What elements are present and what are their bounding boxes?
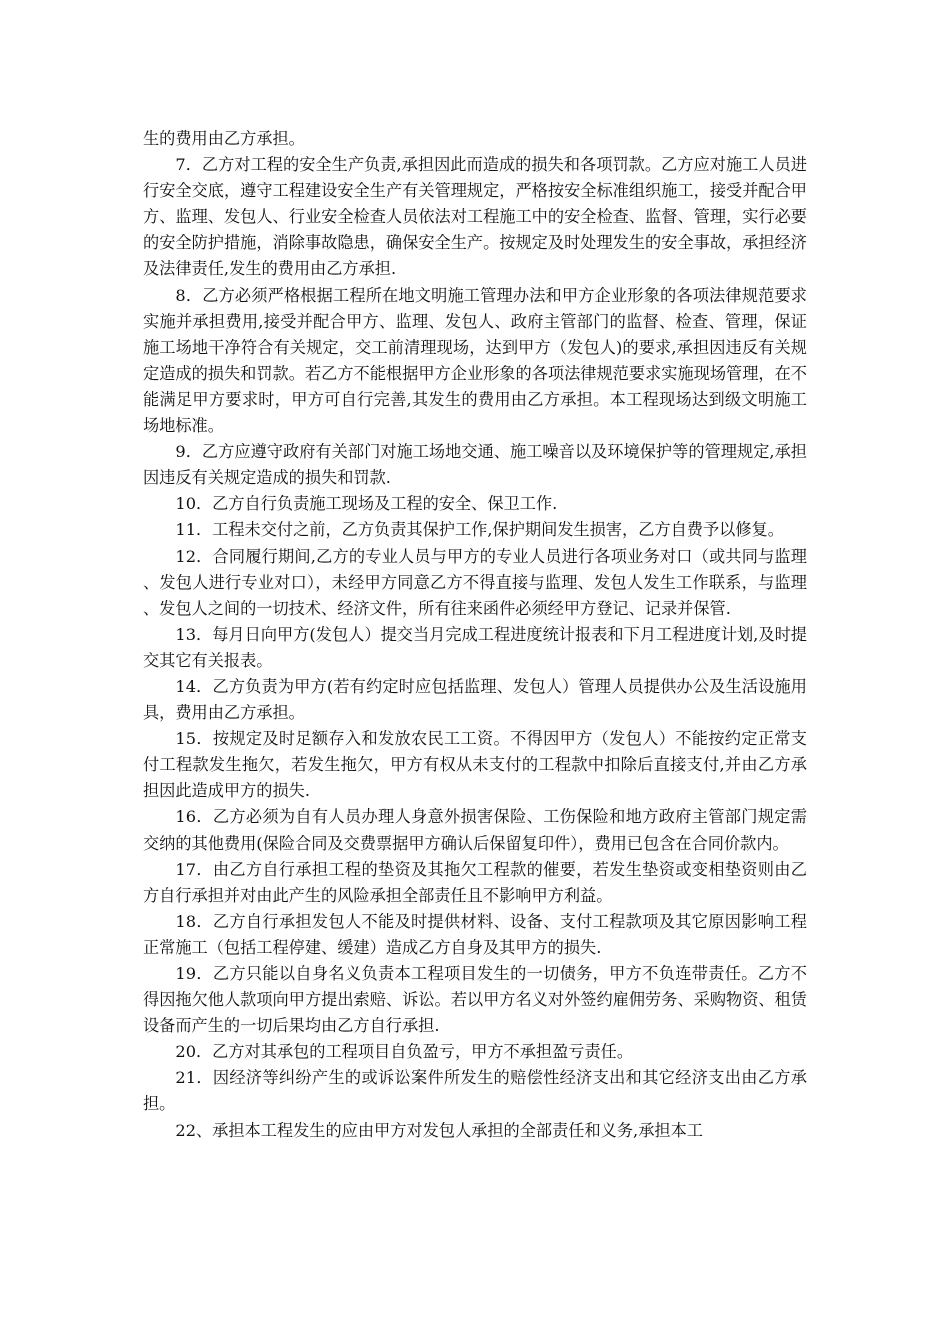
clause-18: 18．乙方自行承担发包人不能及时提供材料、设备、支付工程款项及其它原因影响工程正常施工（包括工程停建、缓建）造成乙方自身及其甲方的损失.	[143, 911, 807, 957]
clause-20: 20．乙方对其承包的工程项目自负盈亏，甲方不承担盈亏责任。	[175, 1042, 634, 1062]
clause-17: 17．由乙方自行承担工程的垫资及其拖欠工程款的催要，若发生垫资或变相垫资则由乙方自行承担并对由此产生的风险承担全部责任且不影响甲方利益。	[143, 859, 807, 905]
clause-21: 21．因经济等纠纷产生的或诉讼案件所发生的赔偿性经济支出和其它经济支出由乙方承担。	[143, 1068, 807, 1114]
paragraph-continuation: 生的费用由乙方承担。	[143, 129, 305, 148]
clause-9: 9．乙方应遵守政府有关部门对施工场地交通、施工噪音以及环境保护等的管理规定,承担因违反有关规定造成的损失和罚款.	[143, 442, 807, 488]
document-page	[143, 126, 807, 1144]
clause-19: 19．乙方只能以自身名义负责本工程项目发生的一切债务，甲方不负连带责任。乙方不得因拖欠他人款项向甲方提出索赔、诉讼。若以甲方名义对外签约雇佣劳务、采购物资、租赁设备而产生的一切后果均由乙方自行承担.	[143, 964, 807, 1036]
clause-12: 12．合同履行期间,乙方的专业人员与甲方的专业人员进行各项业务对口（或共同与监理、发包人进行专业对口），未经甲方同意乙方不得直接与监理、发包人发生工作联系，与监理、发包人之间的一切技术、经济文件，所有往来函件必须经甲方登记、记录并保管.	[143, 546, 807, 618]
clause-16: 16．乙方必须为自有人员办理人身意外损害保险、工伤保险和地方政府主管部门规定需交纳的其他费用(保险合同及交费票据甲方确认后保留复印件），费用已包含在合同价款内。	[143, 807, 807, 853]
clause-8: 8．乙方必须严格根据工程所在地文明施工管理办法和甲方企业形象的各项法律规范要求实施并承担费用,接受并配合甲方、监理、发包人、政府主管部门的监督、检查、管理，保证施工场地干净符合有关规定，交工前清理现场，达到甲方（发包人)的要求,承担因违反有关规定造成的损失和罚款。若乙方不能根据甲方企业形象的各项法律规范要求实施现场管理，在不能满足甲方要求时，甲方可自行完善,其发生的费用由乙方承担。本工程现场达到级文明施工场地标准。	[143, 285, 807, 436]
clause-11: 11．工程未交付之前，乙方负责其保护工作,保护期间发生损害，乙方自费予以修复。	[175, 520, 784, 540]
clause-13: 13．每月日向甲方(发包人）提交当月完成工程进度统计报表和下月工程进度计划,及时提交其它有关报表。	[143, 624, 807, 670]
clause-7: 7．乙方对工程的安全生产负责,承担因此而造成的损失和各项罚款。乙方应对施工人员进行安全交底，遵守工程建设安全生产有关管理规定，严格按安全标准组织施工，接受并配合甲方、监理、发包人、行业安全检查人员依法对工程施工中的安全检查、监督、管理，实行必要的安全防护措施，消除事故隐患，确保安全生产。按规定及时处理发生的安全事故，承担经济及法律责任,发生的费用由乙方承担.	[143, 155, 807, 279]
clause-14: 14．乙方负责为甲方(若有约定时应包括监理、发包人）管理人员提供办公及生活设施用具，费用由乙方承担。	[143, 676, 807, 723]
clause-15: 15．按规定及时足额存入和发放农民工工资。不得因甲方（发包人）不能按约定正常支付工程款发生拖欠，若发生拖欠，甲方有权从未支付的工程款中扣除后直接支付,并由乙方承担因此造成甲方的损失.	[143, 729, 807, 801]
clause-10: 10．乙方自行负责施工现场及工程的安全、保卫工作.	[175, 494, 558, 514]
clause-22: 22、承担本工程发生的应由甲方对发包人承担的全部责任和义务,承担本工	[175, 1120, 703, 1140]
